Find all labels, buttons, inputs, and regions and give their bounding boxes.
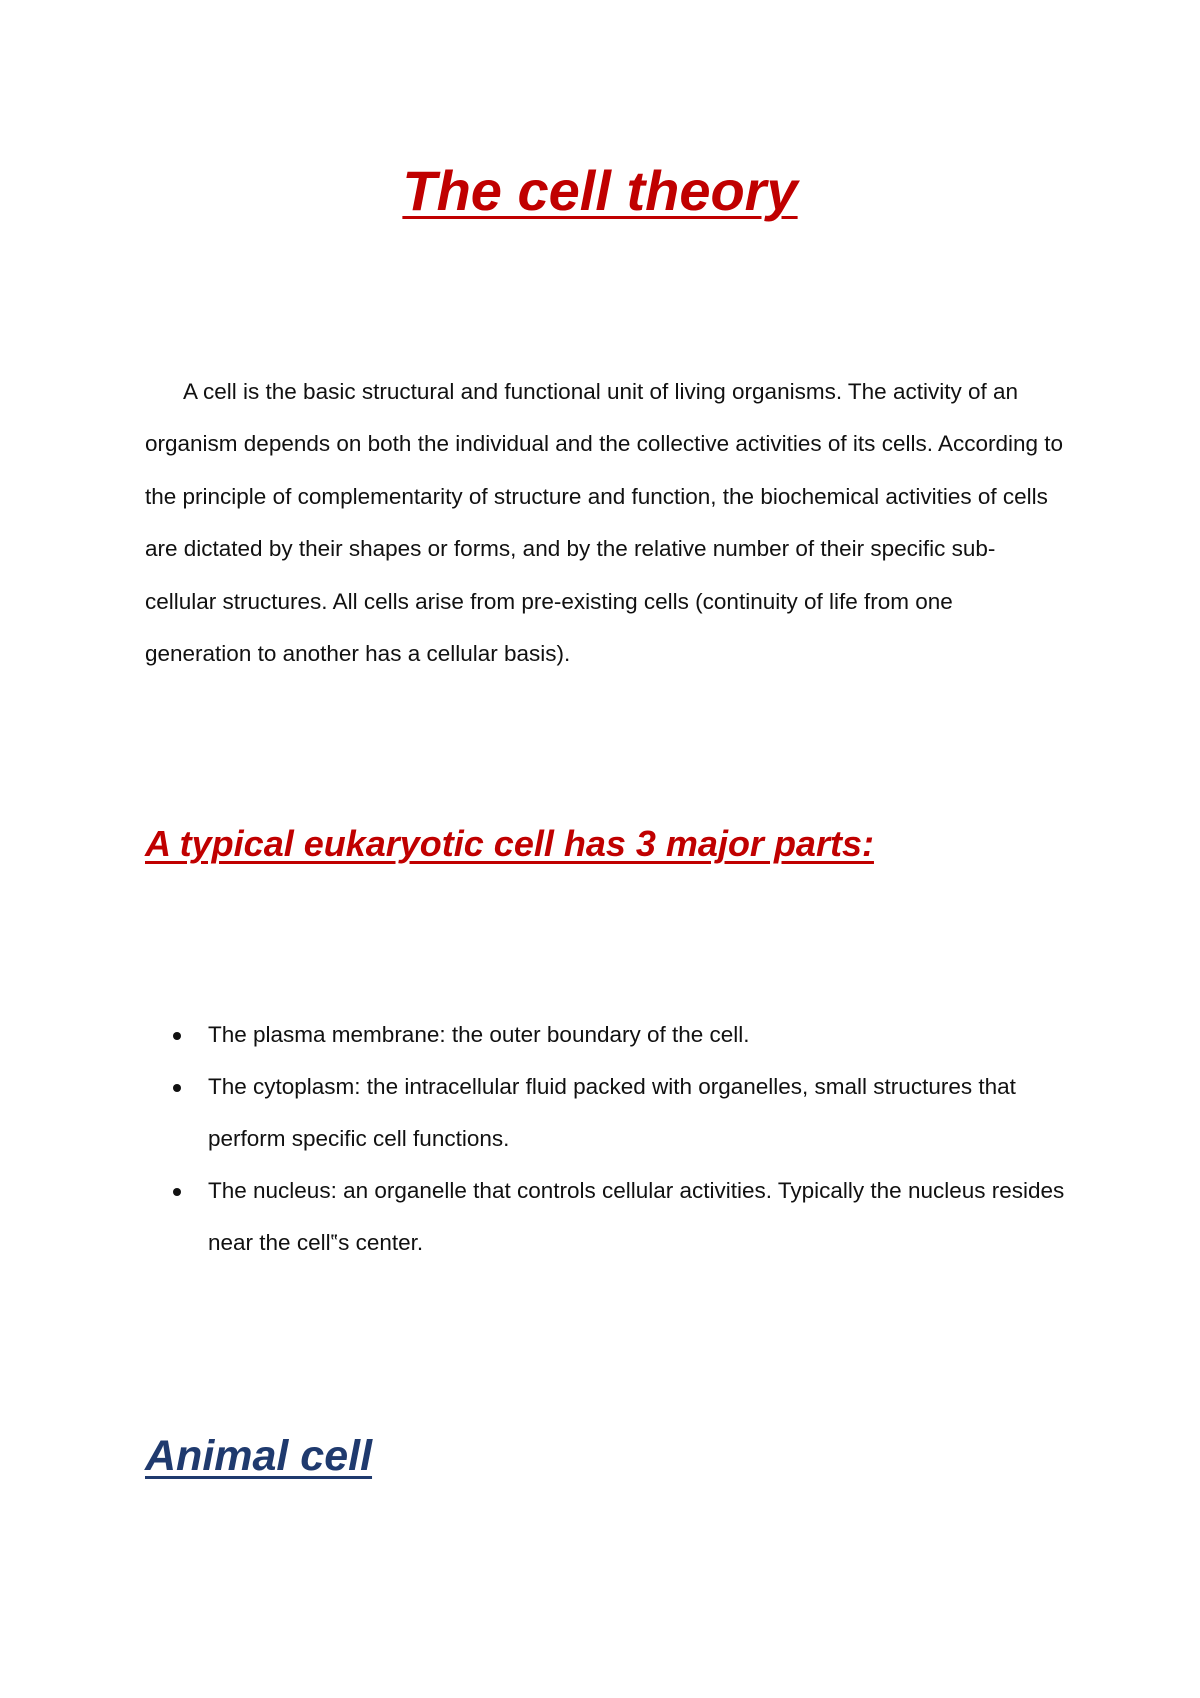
list-item: [145, 1165, 1065, 1269]
cell-parts-list: [145, 1009, 1065, 1269]
animal-cell-heading: Animal cell: [145, 1432, 373, 1480]
bullet-icon: [173, 1032, 181, 1040]
parts-subheading: A typical eukaryotic cell has 3 major parts:: [145, 823, 874, 864]
list-item-text: The cytoplasm: the intracellular fluid packed with organelles, small structures that perform specific cell functions.: [208, 1074, 1016, 1151]
bullet-icon: [173, 1084, 181, 1092]
list-item-text: The plasma membrane: the outer boundary of the cell.: [208, 1022, 750, 1047]
list-item: [145, 1009, 1065, 1061]
intro-paragraph: A cell is the basic structural and functional unit of living organisms. The activity of an organism depends on both the individual and the collective activities of its cells. According to the principle of complementarity of structure and function, the biochemical activities of cells are dictated by their shapes or forms, and by the relative number of their specific sub-cellular structures. All cells arise from pre-existing cells (continuity of life from one generation to another has a cellular basis).: [145, 379, 1064, 667]
list-item: [145, 1061, 1065, 1165]
list-item-text: The nucleus: an organelle that controls cellular activities. Typically the nucleus resides near the cell‟s center.: [208, 1178, 1065, 1255]
document-title: The cell theory: [402, 159, 798, 222]
bullet-icon: [173, 1188, 181, 1196]
